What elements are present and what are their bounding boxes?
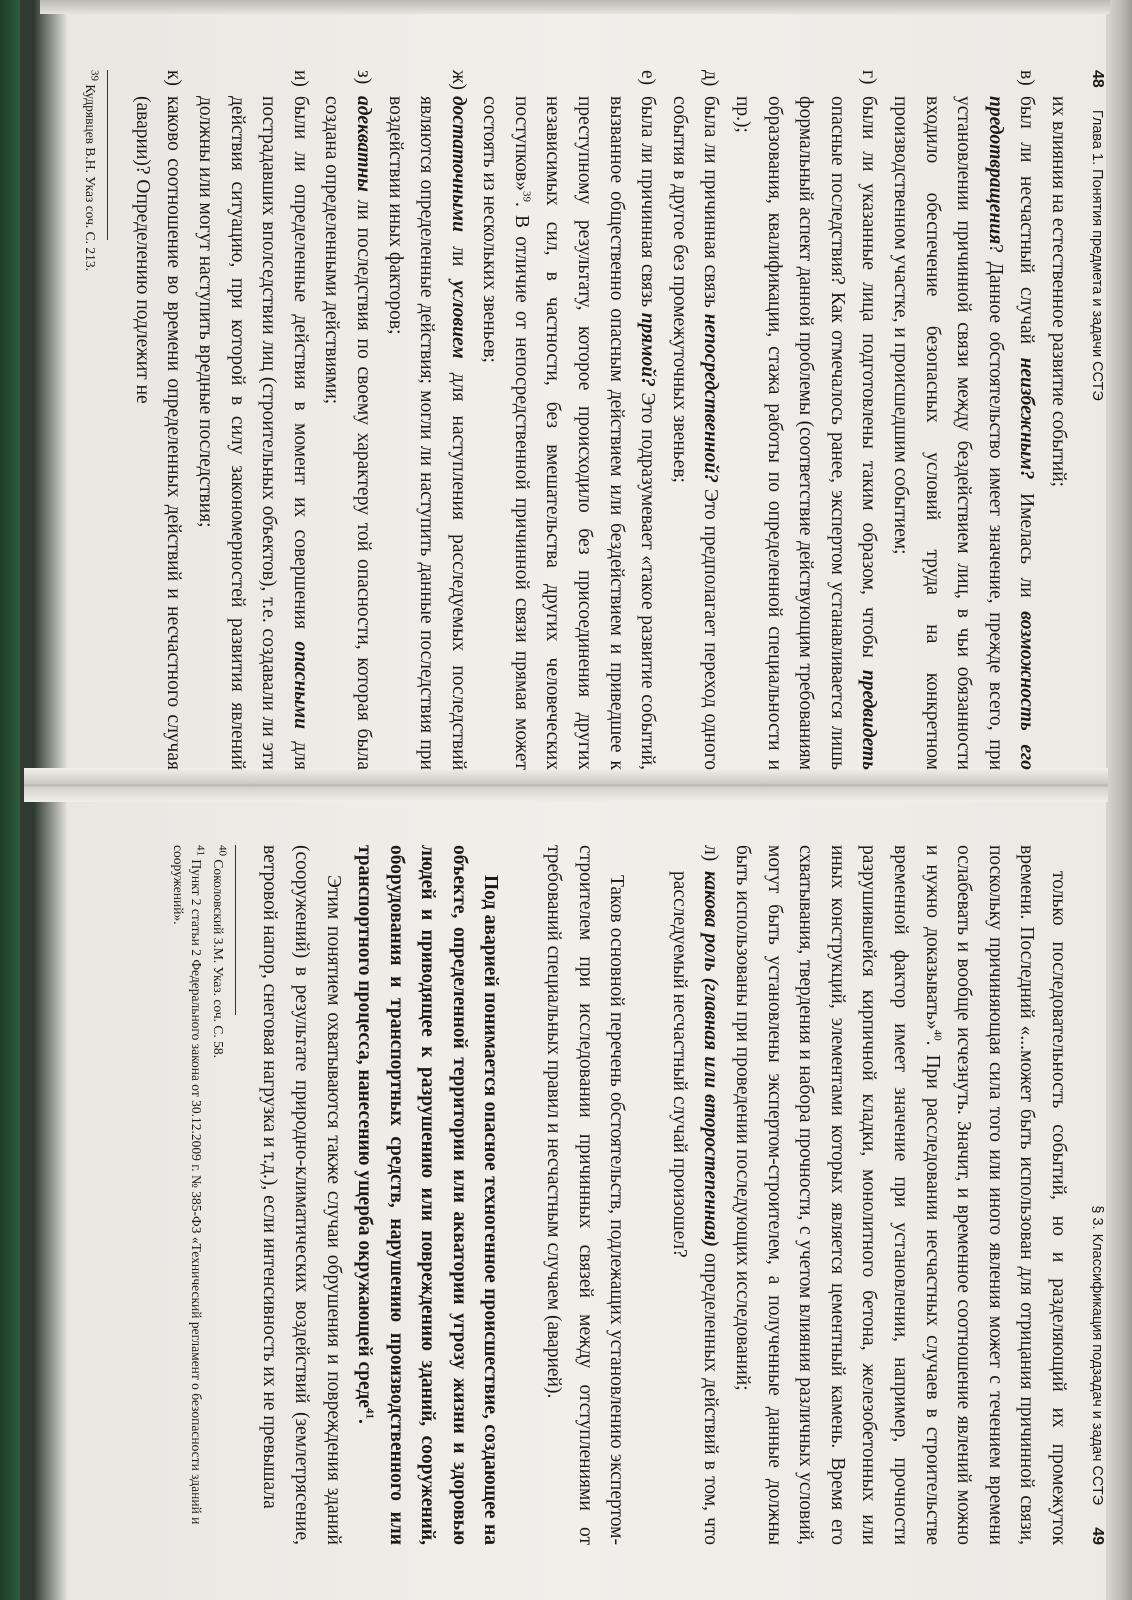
right-page	[74, 845, 1074, 1545]
list-item-k: к) каково соотношение во времени определенных действий и несчастного случая (аварии)? Определению подлежит не	[131, 70, 185, 770]
footnote-41: $^{41}$ Пункт 2 статьи 2 Федерального закона от 30.12.2009 г. № 385-ФЗ «Технический регламент о безопасности зданий и сооружений».	[170, 845, 207, 1525]
list-item-e: е) была ли причинная связь прямой? Это подразумевает «такое развитие событий, вызванное общественно опасным действием или бездействием и приведшее к преступному результату, которое происходило без присоединения других независимых сил, в частности, без вмешательства других человеческих поступков»$^{39}$. В отличие от непосредственной причинной связи прямая может состоять из нескольких звеньев;	[479, 70, 659, 770]
summary-paragraph: Таков основной перечень обстоятельств, подлежащих установлению экспертом-строителем при исследовании причинных связей между отступлениями от требований специальных правил и несчастным случаем (аварией).	[543, 845, 628, 1545]
list-item-v: в) был ли несчастный случай неизбежным? Имелась ли возможность его предотвращения? Данное обстоятельство имеет значение, прежде всего, при установлении причинной связи между бездействием лиц, в чьи обязанности входило обеспечение безопасных условий труда на конкретном производственном участке, и происшедшим событием;	[890, 70, 1038, 770]
left-running-head	[1088, 70, 1106, 401]
footnote-ref-40: 40	[931, 1029, 944, 1041]
footnote-divider	[235, 845, 236, 1015]
list-item-z: з) адекватны ли последствия по своему характеру той опасности, которая была создана определенными действиями;	[321, 70, 374, 770]
concept-paragraph: Этим понятием охватываются также случаи обрушения и повреждения зданий (сооружений) в результате природно-климатических воздействий (землетрясение, ветровой напор, снеговая нагрузка и т.д.), если интенсивность их не превышала	[259, 845, 344, 1545]
list-item-g: г) были ли указанные лица подготовлены таким образом, чтобы предвидеть опасные последствия? Как отмечалось ранее, экспертом устанавливается лишь формальный аспект данной проблемы (соответствие действующим требованиям образования, квалификации, стажа работы по определенной специальности и пр.);	[732, 70, 880, 770]
left-chapter-title: Глава 1. Понятия предмета и задачи ССТЭ	[1089, 109, 1105, 401]
left-lead-text: их влияния на естественное развитие событий;	[1048, 96, 1069, 488]
footnote-39: $^{39}$ Кудрявцев В.Н. Указ соч. С. 213.	[83, 70, 101, 272]
accident-definition: Под аварией понимается опасное техногенное происшествие, создающее на объекте, определенной территории или акватории угрозу жизни и здоровью людей и приводящее к разрушению или повреждению зданий, сооружений, оборудования и транспортных средств, нарушению производственного или транспортного процесса, нанесению ущерба окружающей среде$^{41}$.	[354, 845, 502, 1545]
list-item-d: д) была ли причинная связь непосредственной? Это предполагает переход одного события в другое без промежуточных звеньев;	[668, 70, 722, 770]
list-item-zh: ж) достаточными ли условием для наступления расследуемых последствий являются определенные действия; могли ли наступить данные последствия при воздействии иных факторов;	[384, 70, 469, 770]
footnote-40: $^{40}$ Соколовский З.М. Указ. соч. С. 58.	[210, 845, 229, 1058]
footnote-ref-39: 39	[520, 190, 533, 202]
footnote-divider	[107, 70, 108, 240]
right-page-number: 49	[1089, 1527, 1106, 1545]
list-item-l: л) какова роль (главная или второстепенная) определенных действий в том, что расследуемый несчастный случай произошел?	[668, 845, 722, 1545]
left-page-number: 48	[1089, 70, 1106, 88]
right-section-title: § 3. Классификация подзадач и задач ССТЭ	[1089, 1205, 1105, 1506]
left-page	[74, 70, 1074, 770]
right-running-head	[1088, 845, 1106, 1545]
footnote-ref-41: 41	[363, 1407, 376, 1419]
right-lead-text: только последовательность событий, но и разделяющий их промежуток времени. Последний «...может быть использован для отрицания причинной связи, поскольку причиняющая сила того или иного явления может с течением времени ослабевать и вообще исчезнуть. Значит, и временное соотношение явлений можно и нужно доказывать»$^{40}$. При расследовании несчастных случаев в строительстве временной фактор имеет значение при установлении, например, прочности разрушившейся кирпичной кладки, монолитного бетона, железобетонных или иных конструкций, элементами которых является цементный камень. Время его схватывания, твердения и набора прочности, с учетом влияния различных условий, могут быть установлены экспертом-строителем, а полученные данные должны быть использованы при проведении последующих исследований;	[732, 845, 1069, 1545]
list-item-i: и) были ли определенные действия в момент их совершения опасными для пострадавших вполседствии лиц (строительных объектов), т.е. создавали ли эти действия ситуацию, при которой в силу закономерностей развития явлений должны или могут наступить вредные последствия;	[194, 70, 311, 770]
